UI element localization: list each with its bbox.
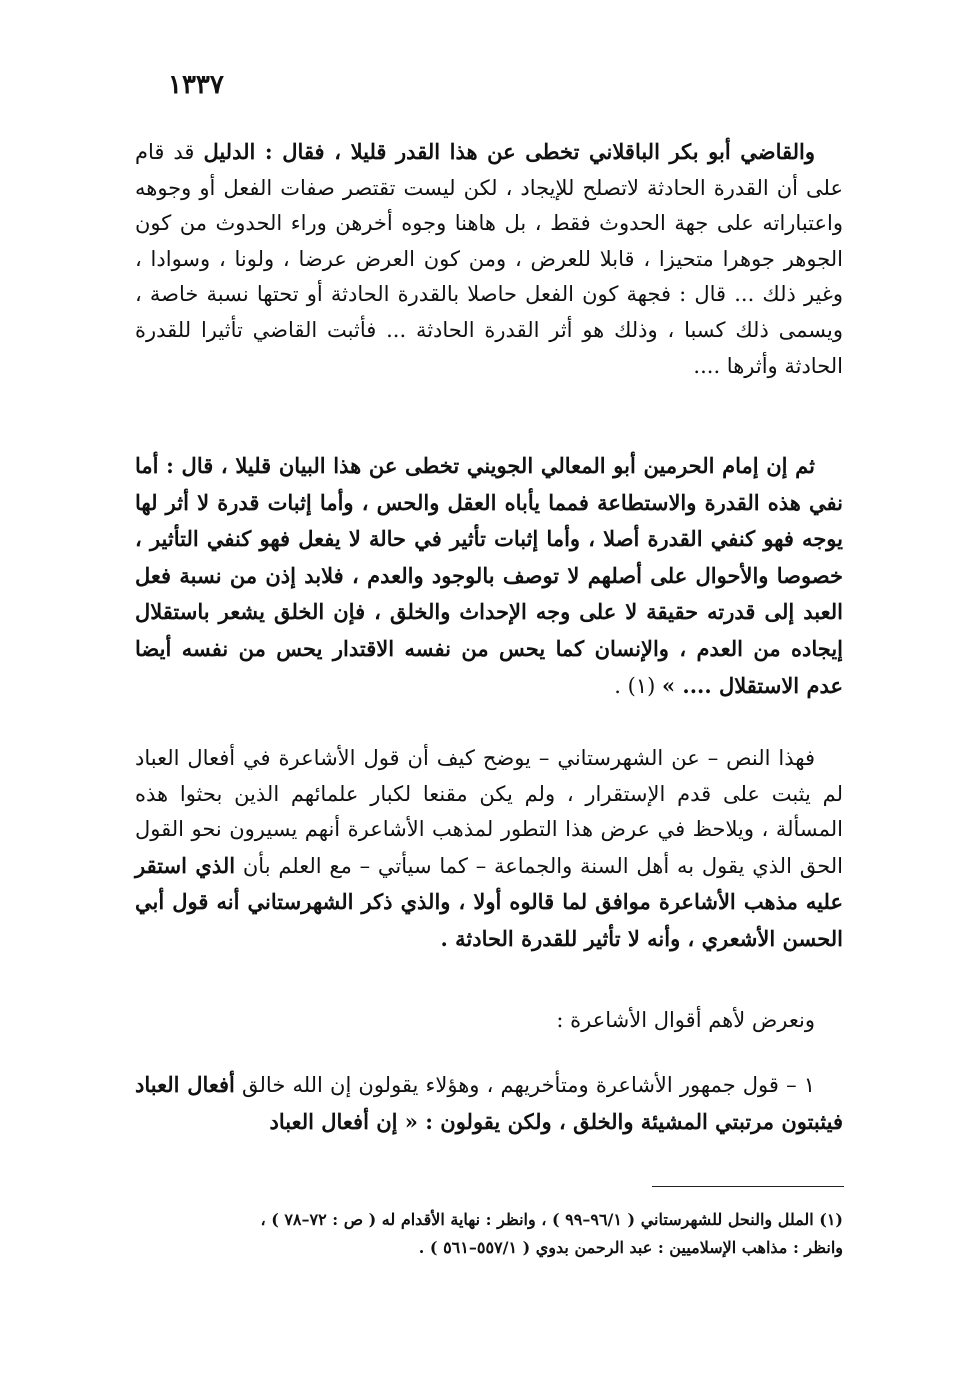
paragraph-segment: أفعال العباد فيثبتون مرتبتي المشيئة والخلق ، ولكن يقولون : « إن أفعال العباد: [135, 1072, 843, 1134]
page-number: ١٣٣٧: [168, 70, 224, 100]
footnote-line: وانظر : مذاهب الإسلاميين : عبد الرحمن بدوي ( ٥٥٧/١–٥٦١ ) .: [418, 1238, 843, 1257]
paragraph-segment: الذي استقر عليه مذهب الأشاعرة موافق لما قالوه أولا ، والذي ذكر الشهرستاني أنه قول أبي الحسن الأشعري ، وأنه لا تأثير للقدرة الحادثة .: [135, 852, 843, 951]
paragraph-juwayni: [135, 448, 843, 704]
footnote-line: (١) الملل والنحل للشهرستاني ( ٩٦/١–٩٩ ) ، وانظر : نهاية الأقدام له ( ص : ٧٢–٧٨ ) ،: [260, 1210, 843, 1229]
paragraph-segment: والقاضي أبو بكر الباقلاني تخطى عن هذا القدر قليلا ، فقال : الدليل: [203, 139, 815, 164]
paragraph-segment: ونعرض لأهم أقوال الأشاعرة :: [556, 1008, 815, 1032]
paragraph-segment: ١ – قول جمهور الأشاعرة ومتأخريهم ، وهؤلاء يقولون إن الله خالق: [234, 1073, 815, 1097]
footnote-divider: [652, 1186, 844, 1187]
paragraph-segment: ثم إن إمام الحرمين أبو المعالي الجويني تخطى عن هذا البيان قليلا ، قال : أما نفي هذه القدرة والاستطاعة فمما يأباه العقل والحس ، وأما إثبات قدرة لا أثر لها يوجه فهو كنفي القدرة أصلا ، وأما إثبات تأثير في حالة لا يفعل فهو كنفي التأثير ، خصوصا والأحوال على أصلهم لا توصف بالوجود والعدم ، فلابد إذن من نسبة فعل العبد إلى قدرته حقيقة لا على وجه الإحداث والخلق ، فإن الخلق يشعر باستقلال إيجاده من العدم ، والإنسان كما يحس من نفسه الاقتدار يحس من نفسه أيضا عدم الاستقلال .... »: [135, 453, 843, 698]
paragraph-first-view: [135, 1067, 843, 1140]
section-intro: [135, 1003, 843, 1039]
footnote-reference: (١) .: [614, 673, 662, 698]
paragraph-segment: فهذا النص – عن الشهرستاني – يوضح كيف أن قول الأشاعرة في أفعال العباد لم يثبت على قدم الإستقرار ، ولم يكن مقنعا لكبار علمائهم الذين بحثوا هذه المسألة ، ويلاحظ في عرض هذا التطور لمذهب الأشاعرة أنهم يسيرون نحو القول الحق الذي يقول به أهل السنة والجماعة – كما سيأتي – مع العلم بأن: [135, 746, 843, 878]
paragraph-shahrastani-text: [135, 741, 843, 958]
paragraph-segment: قد قام على أن القدرة الحادثة لاتصلح للإيجاد ، لكن ليست تقتصر صفات الفعل أو وجوهه واعتباراته على جهة الحدوث فقط ، بل هاهنا وجوه أخرهن وراء الحدوث من كون الجوهر جوهرا متحيزا ، قابلا للعرض ، ومن كون العرض عرضا ، ولونا ، وسوادا ، وغير ذلك ... قال : فجهة كون الفعل حاصلا بالقدرة الحادثة أو تحتها نسبة خاصة ، ويسمى ذلك كسبا ، وذلك هو أثر القدرة الحادثة ... فأثبت القاضي تأثيرا للقدرة الحادثة وأثرها ....: [135, 140, 843, 378]
paragraph-baqillani: [135, 134, 843, 384]
footnotes: [135, 1206, 843, 1262]
